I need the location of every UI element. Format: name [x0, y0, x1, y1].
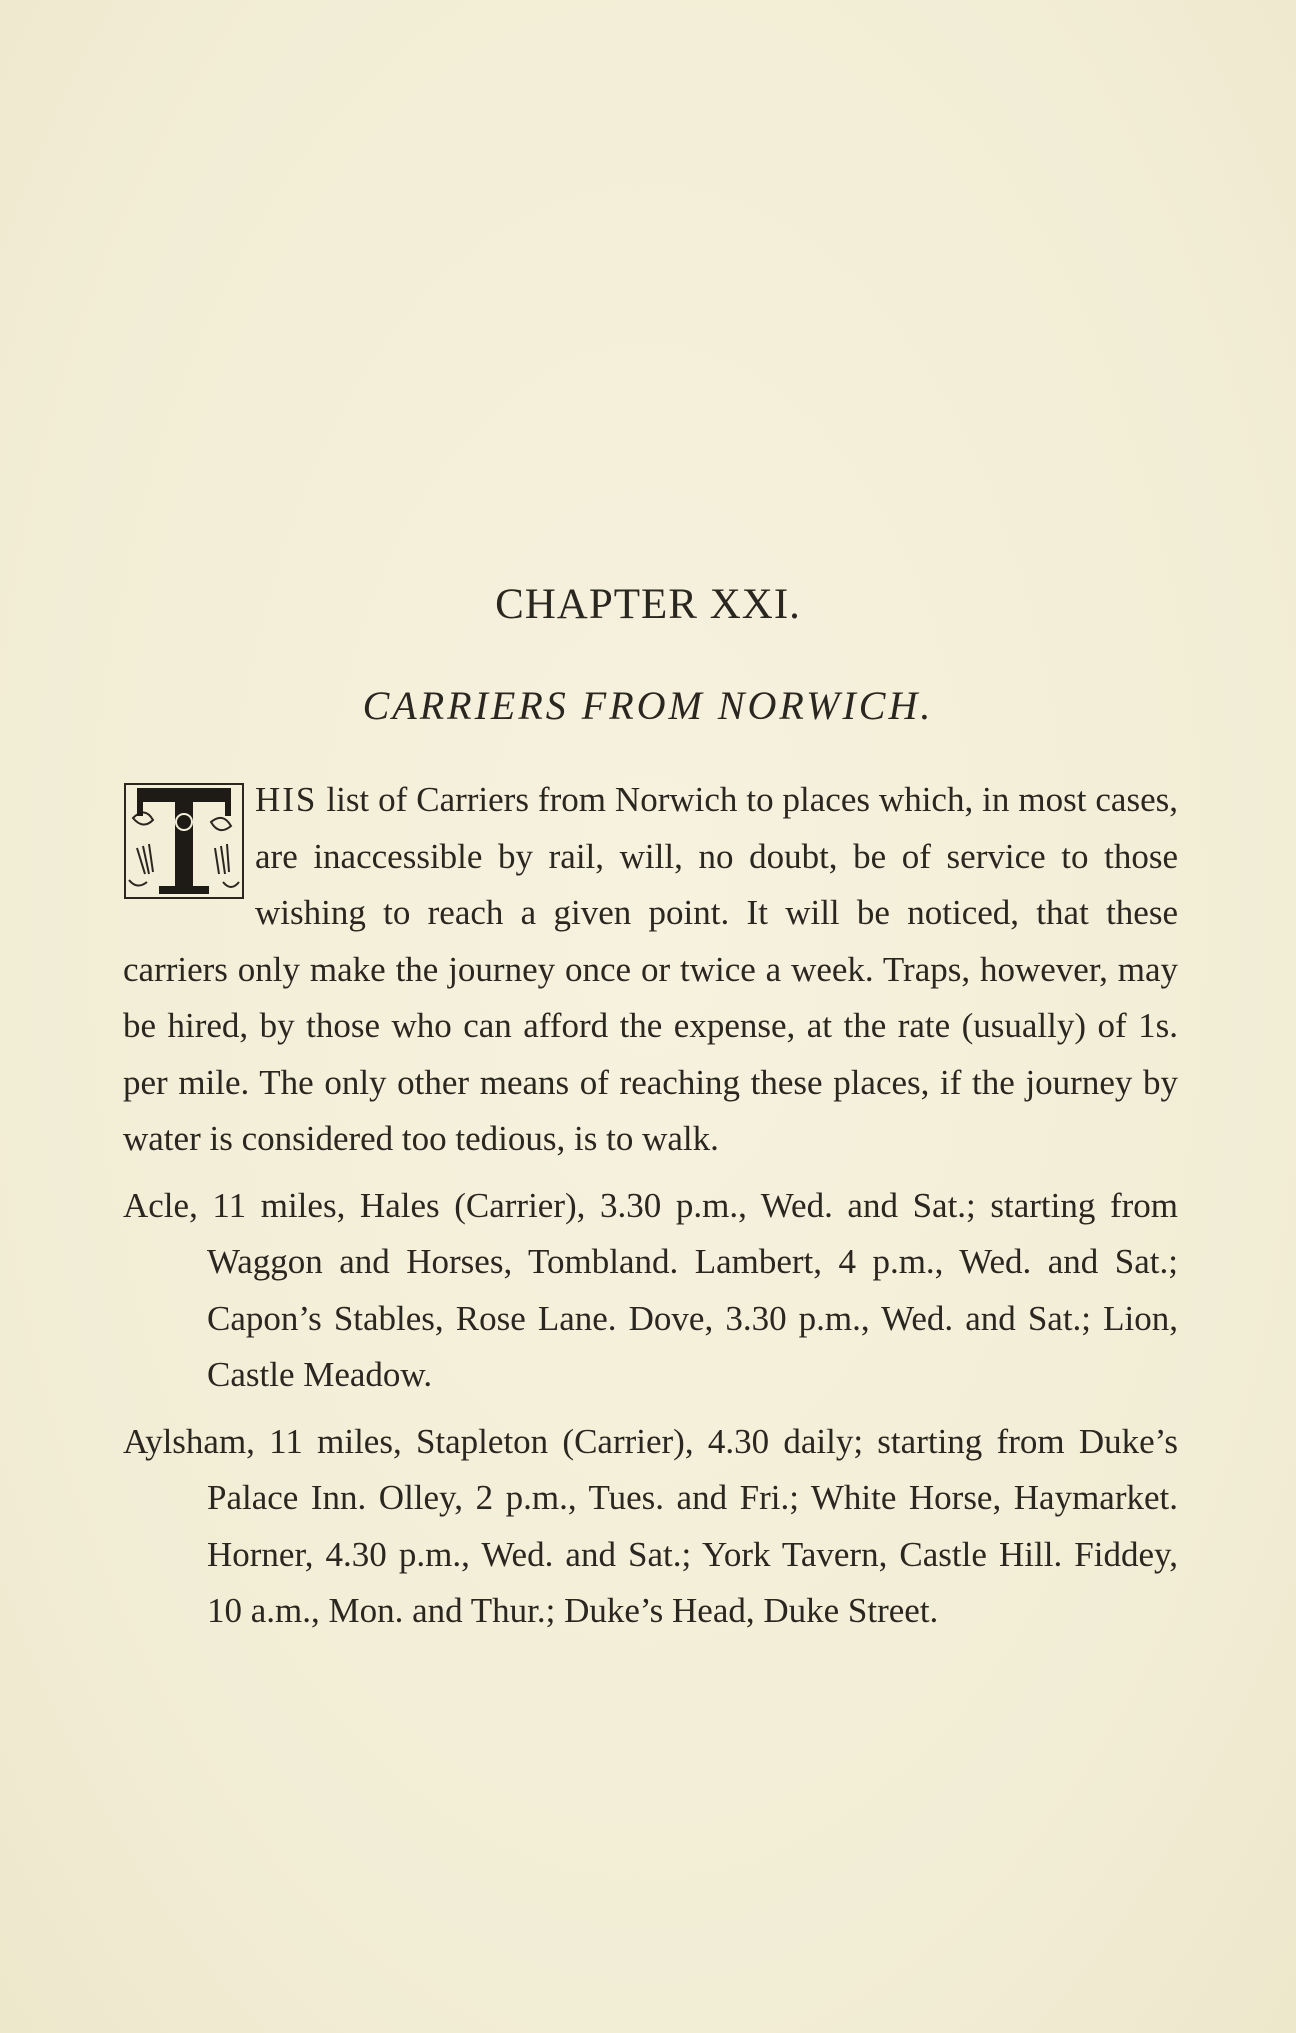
chapter-body	[123, 772, 1178, 1640]
intro-paragraph	[123, 772, 1178, 1168]
intro-text: list of Carriers from Norwich to places which, in most cases, are inaccessible by rail, will, no doubt, be of service to those wishing to reach a given point. It will be noticed, that these carriers only make the journey once or twice a week. Traps, however, may be hired, by those who can afford the expense, at the rate (usually) of 1s. per mile. The only other means of reaching these places, if the journey by water is considered too tedious, is to walk.	[123, 780, 1178, 1158]
decorated-initial-t	[123, 778, 245, 902]
intro-first-word: HIS	[255, 780, 318, 819]
carrier-entry-acle: Acle, 11 miles, Hales (Carrier), 3.30 p.m., Wed. and Sat.; starting from Waggon and Horses, Tombland. Lambert, 4 p.m., Wed. and Sat.; Capon’s Stables, Rose Lane. Dove, 3.30 p.m., Wed. and Sat.; Lion, Castle Meadow.	[123, 1185, 1178, 1394]
carrier-entry-aylsham: Aylsham, 11 miles, Stapleton (Carrier), 4.30 daily; starting from Duke’s Palace Inn. Olley, 2 p.m., Tues. and Fri.; White Horse, Haymarket. Horner, 4.30 p.m., Wed. and Sat.; York Tavern, Castle Hill. Fiddey, 10 a.m., Mon. and Thur.; Duke’s Head, Duke Street.	[123, 1421, 1178, 1630]
chapter-number: CHAPTER XXI.	[495, 581, 801, 628]
chapter-title: CARRIERS FROM NORWICH.	[362, 683, 934, 728]
